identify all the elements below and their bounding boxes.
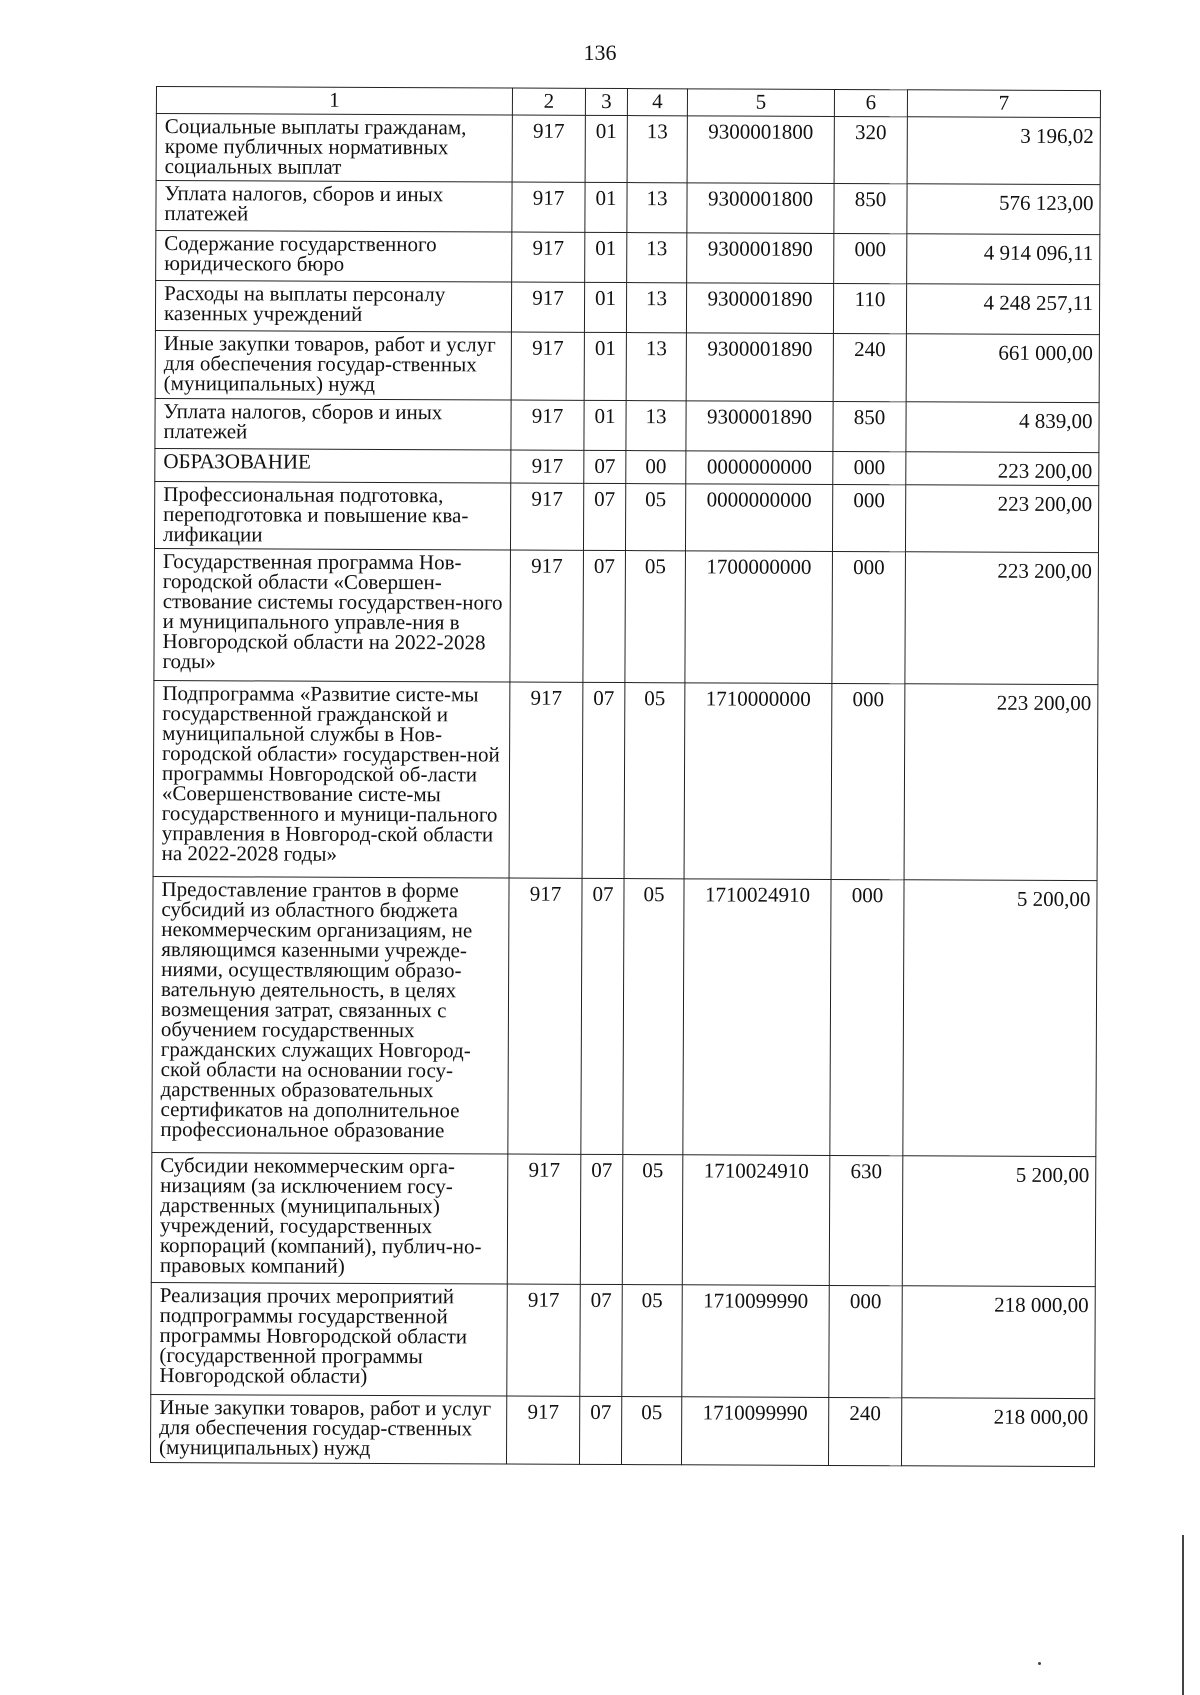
column-header: 1: [156, 87, 512, 116]
row-code-5: 9300001890: [686, 333, 833, 402]
table-row: [154, 481, 1098, 552]
column-header: 2: [512, 88, 585, 115]
row-code-3: 07: [583, 483, 625, 550]
row-name: Уплата налогов, сборов и иных платежей: [155, 398, 511, 450]
row-name: Субсидии некоммерческим орга-низациям (за исключением госу-дарственных (муниципальных) учреждений, государственных корпораций (компаний), публич-но-правовых компаний): [151, 1152, 508, 1284]
row-name: Иные закупки товаров, работ и услуг для обеспечения государ-ственных (муниципальных) нужд: [155, 330, 511, 400]
row-code-5: 9300001890: [687, 233, 834, 284]
row-code-2: 917: [511, 400, 584, 450]
table-row: [156, 231, 1100, 285]
row-code-2: 917: [510, 550, 584, 682]
row-name: Расходы на выплаты персоналу казенных учреждений: [155, 281, 511, 333]
row-amount: 576 123,00: [907, 184, 1100, 235]
table-row: [156, 181, 1100, 235]
row-code-4: 05: [625, 551, 686, 683]
row-amount: 661 000,00: [906, 334, 1099, 403]
row-code-3: 07: [580, 1284, 622, 1396]
row-code-3: 01: [585, 232, 627, 282]
column-header: 5: [687, 89, 834, 117]
row-code-4: 13: [626, 283, 686, 333]
row-code-2: 917: [506, 1396, 579, 1464]
row-code-3: 07: [582, 682, 625, 878]
row-code-4: 05: [623, 879, 684, 1155]
row-name: Профессиональная подготовка, переподготовка и повышение ква-лификации: [154, 481, 510, 550]
row-amount: 5 200,00: [902, 1156, 1096, 1287]
table-body: [150, 114, 1100, 1467]
table-row: [151, 1152, 1096, 1286]
row-code-3: 01: [585, 182, 627, 232]
row-code-5: 9300001890: [686, 401, 833, 452]
row-code-6: 240: [828, 1397, 901, 1465]
row-code-5: 9300001890: [686, 283, 833, 334]
row-code-6: 000: [832, 551, 906, 683]
row-code-4: 05: [624, 683, 685, 879]
table-row: [154, 548, 1099, 684]
row-code-5: 9300001800: [687, 183, 834, 234]
row-code-3: 07: [581, 878, 624, 1154]
row-code-3: 01: [584, 282, 626, 332]
row-code-3: 07: [584, 450, 626, 483]
row-code-6: 000: [833, 451, 906, 484]
row-code-2: 917: [511, 282, 584, 332]
row-name: Содержание государственного юридического бюро: [156, 231, 512, 283]
table-row: [155, 448, 1099, 485]
table-row: [156, 114, 1100, 185]
row-code-5: 9300001800: [687, 116, 834, 184]
row-code-2: 917: [510, 483, 583, 550]
row-name: Реализация прочих мероприятий подпрограммы государственной программы Новгородской области (государственной программы Новгородской области): [151, 1282, 507, 1396]
row-code-5: 1710099990: [682, 1285, 829, 1398]
table-row: [155, 330, 1099, 402]
scan-edge-mark: [1182, 1535, 1184, 1695]
row-code-5: 1700000000: [685, 551, 833, 684]
row-amount: 223 200,00: [906, 452, 1099, 486]
row-amount: 4 839,00: [906, 402, 1099, 453]
row-name: Государственная программа Нов-городской области «Совершен-ствование системы государствен-ного и муниципального управле-ния в Новгородской области на 2022-2028 годы»: [154, 548, 511, 682]
row-code-6: 000: [830, 879, 904, 1155]
row-amount: 5 200,00: [903, 880, 1097, 1157]
row-code-4: 13: [627, 183, 687, 233]
row-code-3: 01: [584, 332, 626, 400]
row-amount: 223 200,00: [905, 485, 1098, 553]
row-code-6: 000: [834, 233, 907, 283]
row-code-5: 1710099990: [681, 1397, 828, 1466]
row-amount: 218 000,00: [902, 1286, 1095, 1399]
row-code-2: 917: [512, 182, 585, 232]
row-code-6: 320: [834, 116, 907, 183]
table-row: [151, 1282, 1095, 1398]
scan-speck: [1038, 1662, 1041, 1665]
row-code-4: 05: [625, 484, 685, 551]
row-code-5: 1710024910: [682, 1155, 830, 1286]
table-row: [153, 680, 1098, 880]
row-code-6: 000: [832, 484, 905, 551]
row-code-4: 13: [627, 116, 687, 183]
row-name: Иные закупки товаров, работ и услуг для обеспечения государ-ственных (муниципальных) нужд: [150, 1394, 506, 1464]
row-name: ОБРАЗОВАНИЕ: [155, 448, 511, 483]
header-row: [156, 87, 1100, 118]
table-row: [152, 876, 1097, 1156]
row-code-6: 110: [833, 283, 906, 333]
row-amount: 4 248 257,11: [906, 284, 1099, 335]
row-code-3: 07: [580, 1154, 623, 1284]
row-code-5: 0000000000: [685, 484, 832, 552]
table-row: [155, 398, 1099, 452]
row-amount: 223 200,00: [904, 684, 1098, 881]
row-code-6: 850: [834, 183, 907, 233]
row-code-2: 917: [507, 1284, 580, 1396]
row-code-2: 917: [507, 1154, 581, 1284]
row-code-4: 00: [626, 451, 686, 484]
table-row: [150, 1394, 1094, 1466]
row-code-2: 917: [511, 332, 584, 400]
row-code-2: 917: [508, 878, 582, 1154]
budget-table: [150, 86, 1101, 1467]
row-name: Предоставление грантов в форме субсидий из областного бюджета некоммерческим организациям, не являющимся казенными учрежде-ниями, осуществляющим образо-вательную деятельность, в целях возмещения затрат, связанных с обучением государственных гражданских служащих Новгород-ской области на основании госу-дарственных образовательных сертификатов на дополнительное профессиональное образование: [152, 876, 509, 1154]
row-code-3: 07: [583, 550, 626, 682]
row-amount: 4 914 096,11: [907, 234, 1100, 285]
row-code-5: 1710000000: [684, 683, 832, 880]
row-code-4: 05: [621, 1397, 681, 1465]
row-name: Уплата налогов, сборов и иных платежей: [156, 181, 512, 233]
table-row: [155, 281, 1099, 335]
row-name: Социальные выплаты гражданам, кроме публичных нормативных социальных выплат: [156, 114, 512, 183]
row-code-2: 917: [512, 232, 585, 282]
row-amount: 218 000,00: [901, 1398, 1094, 1467]
row-code-4: 05: [622, 1285, 682, 1397]
row-code-6: 850: [833, 401, 906, 451]
row-code-4: 13: [626, 333, 686, 401]
row-code-2: 917: [512, 115, 585, 182]
row-amount: 223 200,00: [905, 552, 1099, 685]
row-code-3: 01: [585, 115, 627, 182]
page-number: 136: [583, 40, 617, 65]
row-code-6: 240: [833, 333, 906, 401]
row-code-4: 05: [622, 1155, 683, 1285]
row-code-6: 630: [829, 1155, 903, 1285]
row-code-3: 01: [584, 400, 626, 450]
row-code-4: 13: [626, 401, 686, 451]
row-code-3: 07: [579, 1396, 621, 1464]
row-code-6: 000: [831, 683, 905, 879]
column-header: 6: [834, 89, 907, 116]
row-code-5: 0000000000: [686, 451, 833, 485]
column-header: 7: [907, 90, 1100, 118]
row-code-4: 13: [627, 233, 687, 283]
column-header: 4: [627, 89, 687, 116]
row-code-2: 917: [511, 450, 584, 483]
row-amount: 3 196,02: [907, 117, 1100, 185]
row-name: Подпрограмма «Развитие систе-мы государственной гражданской и муниципальной службы в Нов-городской области» государствен-ной программы Новгородской об-ласти «Совершенствование систе-мы государственного и муници-пального управления в Новгород-ской области на 2022-2028 годы»: [153, 680, 510, 878]
column-header: 3: [585, 88, 627, 115]
row-code-2: 917: [509, 682, 583, 878]
row-code-6: 000: [829, 1285, 902, 1397]
row-code-5: 1710024910: [683, 879, 831, 1156]
